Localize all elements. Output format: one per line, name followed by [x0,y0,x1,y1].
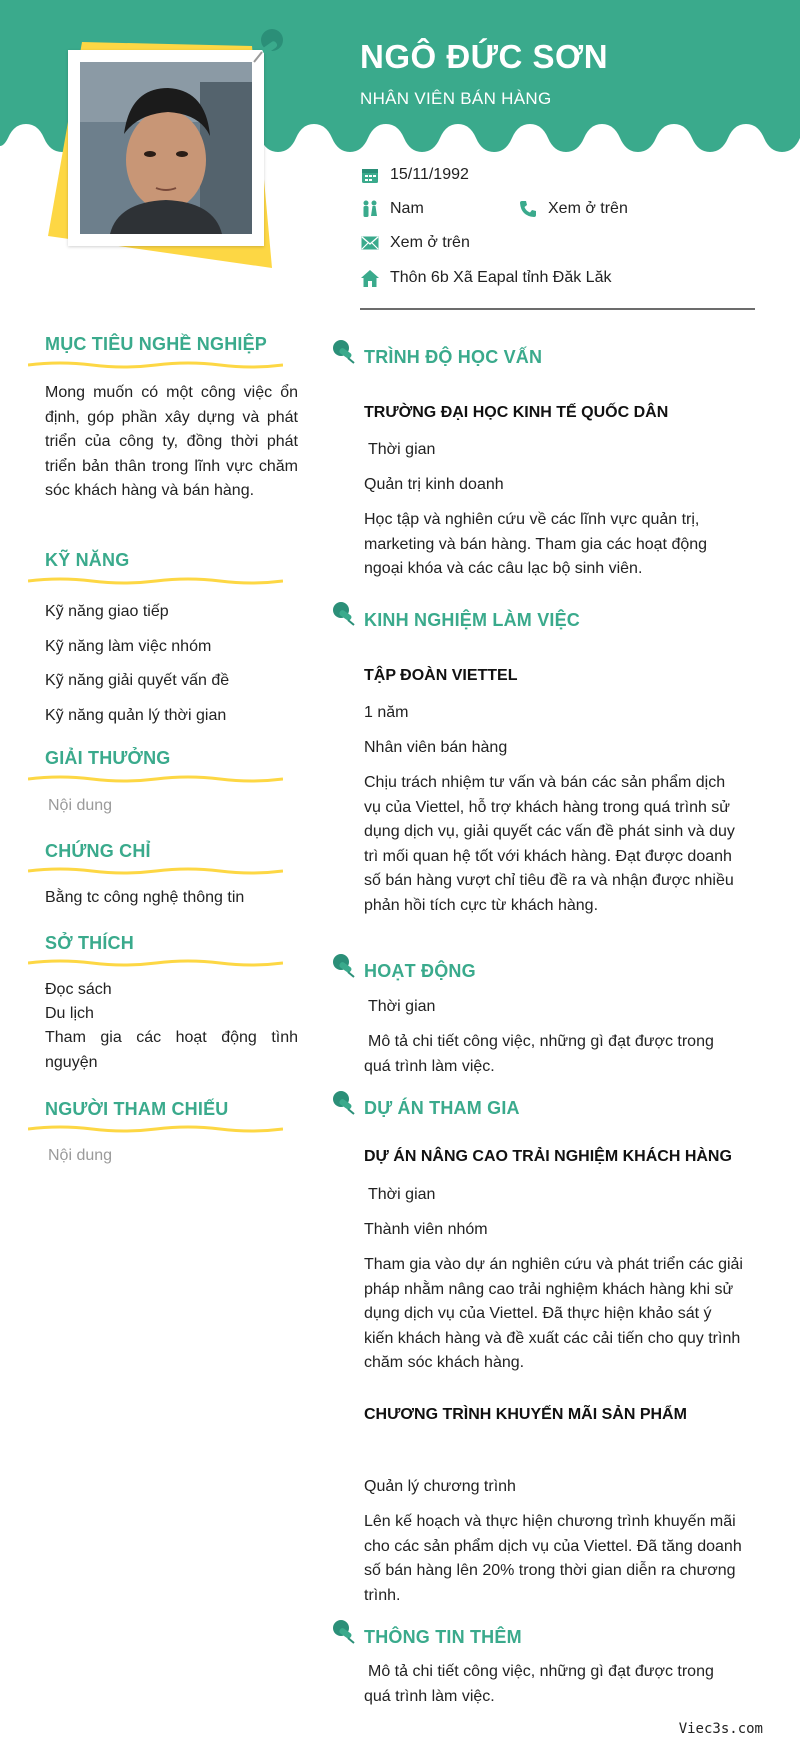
hobby-item: Đọc sách [45,981,112,998]
project-description: Tham gia vào dự án nghiên cứu và phát triển các giải pháp nhằm nâng cao trải nghiệm khách hàng khi sử dụng dịch vụ của Viettel. Đã thực hiện khảo sát ý kiến khách hàng và đề xuất các cải tiến cho quy trình chăm sóc khách hàng. [364,1256,743,1371]
experience-company: TẬP ĐOÀN VIETTEL [364,667,518,684]
experience-time: 1 năm [364,704,409,721]
contact-address [360,268,611,288]
references-content: Nội dung [48,1147,113,1164]
additional-info-heading: THÔNG TIN THÊM [364,1627,522,1647]
avatar [80,62,252,234]
experience-heading: KINH NGHIỆM LÀM VIỆC [364,610,581,630]
address-value: Thôn 6b Xã Eapal tỉnh Đăk Lăk [390,269,612,286]
certificates-heading: CHỨNG CHỈ [45,841,151,861]
project-description: Lên kế hoạch và thực hiện chương trình khuyến mãi cho các sản phẩm dịch vụ của Viettel. Đã tăng doanh số bán hàng lên 20% trong thời gian diễn ra chương trình. [364,1513,742,1604]
additional-info-description: Mô tả chi tiết công việc, những gì đạt được trong quá trình làm việc. [364,1663,714,1705]
education-time: Thời gian [368,441,436,458]
project-name: CHƯƠNG TRÌNH KHUYẾN MÃI SẢN PHẨM [364,1406,687,1423]
profile-photo-block [40,30,300,280]
pushpin-icon [330,952,356,978]
pushpin-icon [330,600,356,626]
objective-wave-divider [28,360,283,370]
awards-wave-divider [28,774,283,784]
dob-value: 15/11/1992 [390,166,469,183]
skill-item: Kỹ năng làm việc nhóm [45,638,212,655]
activities-time: Thời gian [368,998,436,1015]
pushpin-icon [330,1618,356,1644]
contact-email [360,233,470,253]
experience-position: Nhân viên bán hàng [364,739,508,756]
photo-frame [68,50,264,246]
home-icon [360,268,380,288]
education-major: Quản trị kinh doanh [364,476,504,493]
experience-description: Chịu trách nhiệm tư vấn và bán các sản phẩm dịch vụ của Viettel, hỗ trợ khách hàng trong quá trình sử dụng dịch vụ, giải quyết các vấn đề phát sinh và duy trì mối quan hệ tốt với khách hàng. Đạt được doanh số bán hàng vượt chỉ tiêu đề ra và nhận được nhiều phản hồi tích cực từ khách hàng. [364,774,735,914]
awards-heading: GIẢI THƯỞNG [45,748,171,768]
footer-watermark: Viec3s.com [678,1721,763,1737]
pushpin-icon [330,1089,356,1115]
education-heading: TRÌNH ĐỘ HỌC VẤN [364,347,543,367]
references-wave-divider [28,1124,283,1134]
pushpin-icon [330,338,356,364]
contact-dob [360,165,469,185]
contact-gender [360,199,424,219]
gender-icon [360,199,380,219]
objective-text: Mong muốn có một công việc ổn định, góp phần xây dựng và phát triển của công ty, đồng thời phát triển bản thân trong lĩnh vực chăm sóc khách hàng và bán hàng. [45,384,298,499]
education-description: Học tập và nghiên cứu về các lĩnh vực quản trị, marketing và bán hàng. Tham gia các hoạt động ngoại khóa và các câu lạc bộ sinh viên. [364,511,708,577]
skill-item: Kỹ năng giải quyết vấn đề [45,672,230,689]
project-role: Quản lý chương trình [364,1478,516,1495]
awards-content: Nội dung [48,797,113,814]
education-school: TRƯỜNG ĐẠI HỌC KINH TẾ QUỐC DÂN [364,404,669,421]
pushpin-icon [248,24,288,68]
activities-description: Mô tả chi tiết công việc, những gì đạt được trong quá trình làm việc. [364,1033,714,1075]
skills-wave-divider [28,576,283,586]
hobbies-wave-divider [28,958,283,968]
contact-divider [360,308,755,310]
phone-value: Xem ở trên [548,200,628,217]
hobby-item: Du lịch [45,1005,94,1022]
objective-heading: MỤC TIÊU NGHỀ NGHIỆP [45,334,268,354]
skills-heading: KỸ NĂNG [45,550,130,570]
hobbies-heading: SỞ THÍCH [45,933,134,953]
skill-item: Kỹ năng quản lý thời gian [45,707,227,724]
certificates-wave-divider [28,866,283,876]
calendar-icon [360,165,380,185]
email-value: Xem ở trên [390,234,470,251]
gender-value: Nam [390,200,424,217]
candidate-name: NGÔ ĐỨC SƠN [360,38,609,75]
certificates-content: Bằng tc công nghệ thông tin [45,889,245,906]
projects-heading: DỰ ÁN THAM GIA [364,1098,520,1118]
activities-heading: HOẠT ĐỘNG [364,961,476,981]
project-role: Thành viên nhóm [364,1221,488,1238]
mail-icon [360,233,380,253]
hobby-item: Tham gia các hoạt động tình nguyện [45,1029,298,1071]
references-heading: NGƯỜI THAM CHIẾU [45,1099,229,1119]
project-name: DỰ ÁN NÂNG CAO TRẢI NGHIỆM KHÁCH HÀNG [364,1148,732,1165]
phone-icon [518,199,538,219]
candidate-role: NHÂN VIÊN BÁN HÀNG [360,89,552,108]
skill-item: Kỹ năng giao tiếp [45,603,169,620]
project-time: Thời gian [368,1186,436,1203]
contact-phone [518,199,628,219]
